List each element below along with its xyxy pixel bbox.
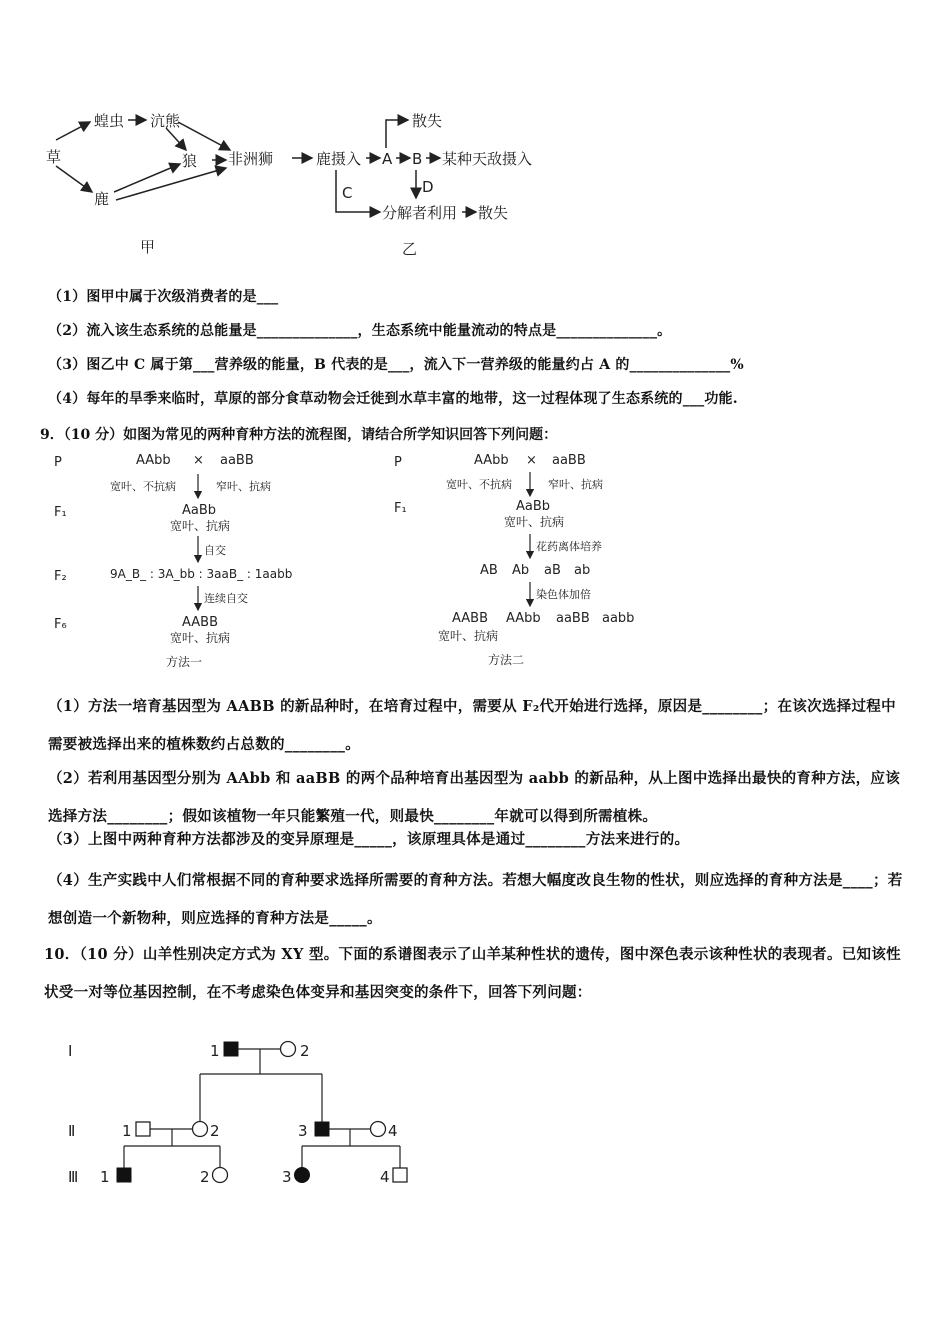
fig-label-yi: 乙	[402, 240, 418, 258]
step-continuous-selfing: 连续自交	[204, 592, 248, 605]
gamete-AB: AB	[480, 563, 498, 578]
affected-male-symbol	[224, 1042, 238, 1056]
unaffected-male-symbol	[136, 1122, 150, 1136]
gen-label-F6: F₆	[54, 617, 67, 632]
q10-title: 10．（10 分）山羊性别决定方式为 XY 型。下面的系谱图表示了山羊某种性状的遗传，图中深色表示该种性状的表现者。已知该性状受一对等位基因控制，在不考虑染色体变异和基因突变的条件下，回答下列问题：	[44, 946, 901, 1001]
q9-sub1: （1）方法一培育基因型为 AABB 的新品种时，在培育过程中，需要从 F₂代开始进行选择，原因是________；在该次选择过程中需要被选择出来的植株数约占总数的________。	[48, 698, 896, 753]
gen-label-F2: F₂	[54, 569, 67, 584]
label-III-2: 2	[200, 1168, 210, 1186]
parent-left-trait: 宽叶、不抗病	[446, 478, 512, 491]
breeding-method-2-figure	[388, 450, 658, 672]
q9-sub2: （2）若利用基因型分别为 AAbb 和 aaBB 的两个品种培育出基因型为 aabb 的新品种，从上图中选择出最快的育种方法，应该选择方法________；假如该植物一年只能繁殖一代，则最快________年就可以得到所需植株。	[48, 770, 901, 825]
gen-label-P: P	[394, 455, 402, 470]
unaffected-female-symbol	[213, 1168, 228, 1183]
step-selfing: 自交	[204, 544, 226, 557]
node-loss-bottom: 散失	[478, 204, 509, 222]
q8-sub2: （2）流入该生态系统的总能量是______________，生态系统中能量流动的特点是______________。	[48, 323, 672, 339]
result-AABB: AABB	[452, 611, 488, 626]
node-deer: 鹿	[94, 190, 110, 208]
arrow	[56, 166, 92, 192]
unaffected-female-symbol	[193, 1122, 208, 1137]
node-decomposer: 分解者利用	[382, 204, 458, 222]
node-loss-top: 散失	[412, 112, 443, 130]
gen-label-F1: F₁	[394, 501, 407, 516]
arrow	[166, 128, 186, 150]
f6-trait: 宽叶、抗病	[170, 631, 231, 645]
node-A: A	[382, 150, 393, 168]
method-2-name: 方法二	[488, 653, 525, 667]
arrow	[56, 122, 90, 140]
gamete-ab: ab	[574, 563, 591, 578]
label-II-1: 1	[122, 1122, 132, 1140]
arrow	[114, 164, 180, 192]
step-anther-culture: 花药离体培养	[536, 540, 602, 553]
node-lion: 非洲狮	[228, 150, 274, 168]
food-web-figure	[40, 100, 290, 265]
fig-label-jia: 甲	[140, 238, 156, 256]
label-II-2: 2	[210, 1122, 220, 1140]
f1-trait: 宽叶、抗病	[504, 515, 565, 529]
parent-right-trait: 窄叶、抗病	[216, 480, 271, 493]
label-C: C	[342, 184, 353, 202]
node-grass: 草	[46, 148, 62, 166]
label-I-2: 2	[300, 1042, 310, 1060]
label-II-3: 3	[298, 1122, 308, 1140]
parent-left-trait: 宽叶、不抗病	[110, 480, 176, 493]
gamete-Ab: Ab	[512, 563, 530, 578]
q8-sub4: （4）每年的旱季来临时，草原的部分食草动物会迁徙到水草丰富的地带，这一过程体现了生态系统的___功能.	[48, 391, 738, 407]
node-locust: 蝗虫	[94, 112, 125, 130]
gen-label-P: P	[54, 455, 62, 470]
arrow	[178, 122, 230, 150]
cross-symbol: ×	[526, 453, 537, 468]
node-deer-intake: 鹿摄入	[316, 150, 362, 168]
result-trait: 宽叶、抗病	[438, 629, 499, 643]
q8-sub1: （1）图甲中属于次级消费者的是___	[48, 289, 279, 305]
unaffected-male-symbol	[393, 1168, 407, 1182]
label-III-1: 1	[100, 1168, 110, 1186]
label-III-4: 4	[380, 1168, 390, 1186]
energy-flow-figure	[290, 100, 550, 265]
node-B: B	[412, 150, 423, 168]
label-I-1: 1	[210, 1042, 220, 1060]
unaffected-female-symbol	[371, 1122, 386, 1137]
gen-label-F1: F₁	[54, 505, 67, 520]
gen-label-II: Ⅱ	[68, 1122, 76, 1140]
parent-right-trait: 窄叶、抗病	[548, 478, 603, 491]
cross-symbol: ×	[193, 453, 204, 468]
q9-title: 9．（10 分）如图为常见的两种育种方法的流程图，请结合所学知识回答下列问题：	[40, 427, 558, 443]
q8-sub3: （3）图乙中 C 属于第___营养级的能量，B 代表的是___，流入下一营养级的能量约占 A 的______________%	[48, 357, 744, 373]
parent-right: aaBB	[220, 453, 254, 468]
q9-sub3: （3）上图中两种育种方法都涉及的变异原理是_____，该原理具体是通过________方法来进行的。	[48, 831, 690, 848]
f2-ratio: 9A_B_ : 3A_bb : 3aaB_ : 1aabb	[110, 567, 293, 581]
f1-genotype: AaBb	[182, 503, 217, 518]
label-II-4: 4	[388, 1122, 398, 1140]
result-AAbb: AAbb	[506, 611, 541, 626]
gen-label-I: Ⅰ	[68, 1042, 73, 1060]
pedigree-chart	[60, 1030, 440, 1200]
result-aabb: aabb	[602, 611, 635, 626]
f1-genotype: AaBb	[516, 499, 551, 514]
f1-trait: 宽叶、抗病	[170, 519, 231, 533]
affected-female-symbol	[295, 1168, 310, 1183]
node-wolf: 狼	[182, 152, 198, 170]
gamete-aB: aB	[544, 563, 561, 578]
method-1-name: 方法一	[166, 655, 203, 669]
node-bear: 沆熊	[150, 112, 181, 130]
parent-right: aaBB	[552, 453, 586, 468]
arrow	[386, 120, 408, 148]
parent-left: AAbb	[136, 453, 171, 468]
affected-male-symbol	[315, 1122, 329, 1136]
step-chromosome-doubling: 染色体加倍	[536, 588, 591, 601]
label-III-3: 3	[282, 1168, 292, 1186]
q9-sub4: （4）生产实践中人们常根据不同的育种要求选择所需要的育种方法。若想大幅度改良生物的性状，则应选择的育种方法是____；若想创造一个新物种，则应选择的育种方法是_____。	[48, 872, 903, 927]
unaffected-female-symbol	[281, 1042, 296, 1057]
label-D: D	[422, 178, 434, 196]
result-aaBB: aaBB	[556, 611, 590, 626]
breeding-method-1-figure	[48, 450, 348, 672]
parent-left: AAbb	[474, 453, 509, 468]
gen-label-III: Ⅲ	[68, 1168, 79, 1186]
affected-male-symbol	[117, 1168, 131, 1182]
node-predator-intake: 某种天敌摄入	[442, 150, 533, 168]
f6-genotype: AABB	[182, 615, 218, 630]
